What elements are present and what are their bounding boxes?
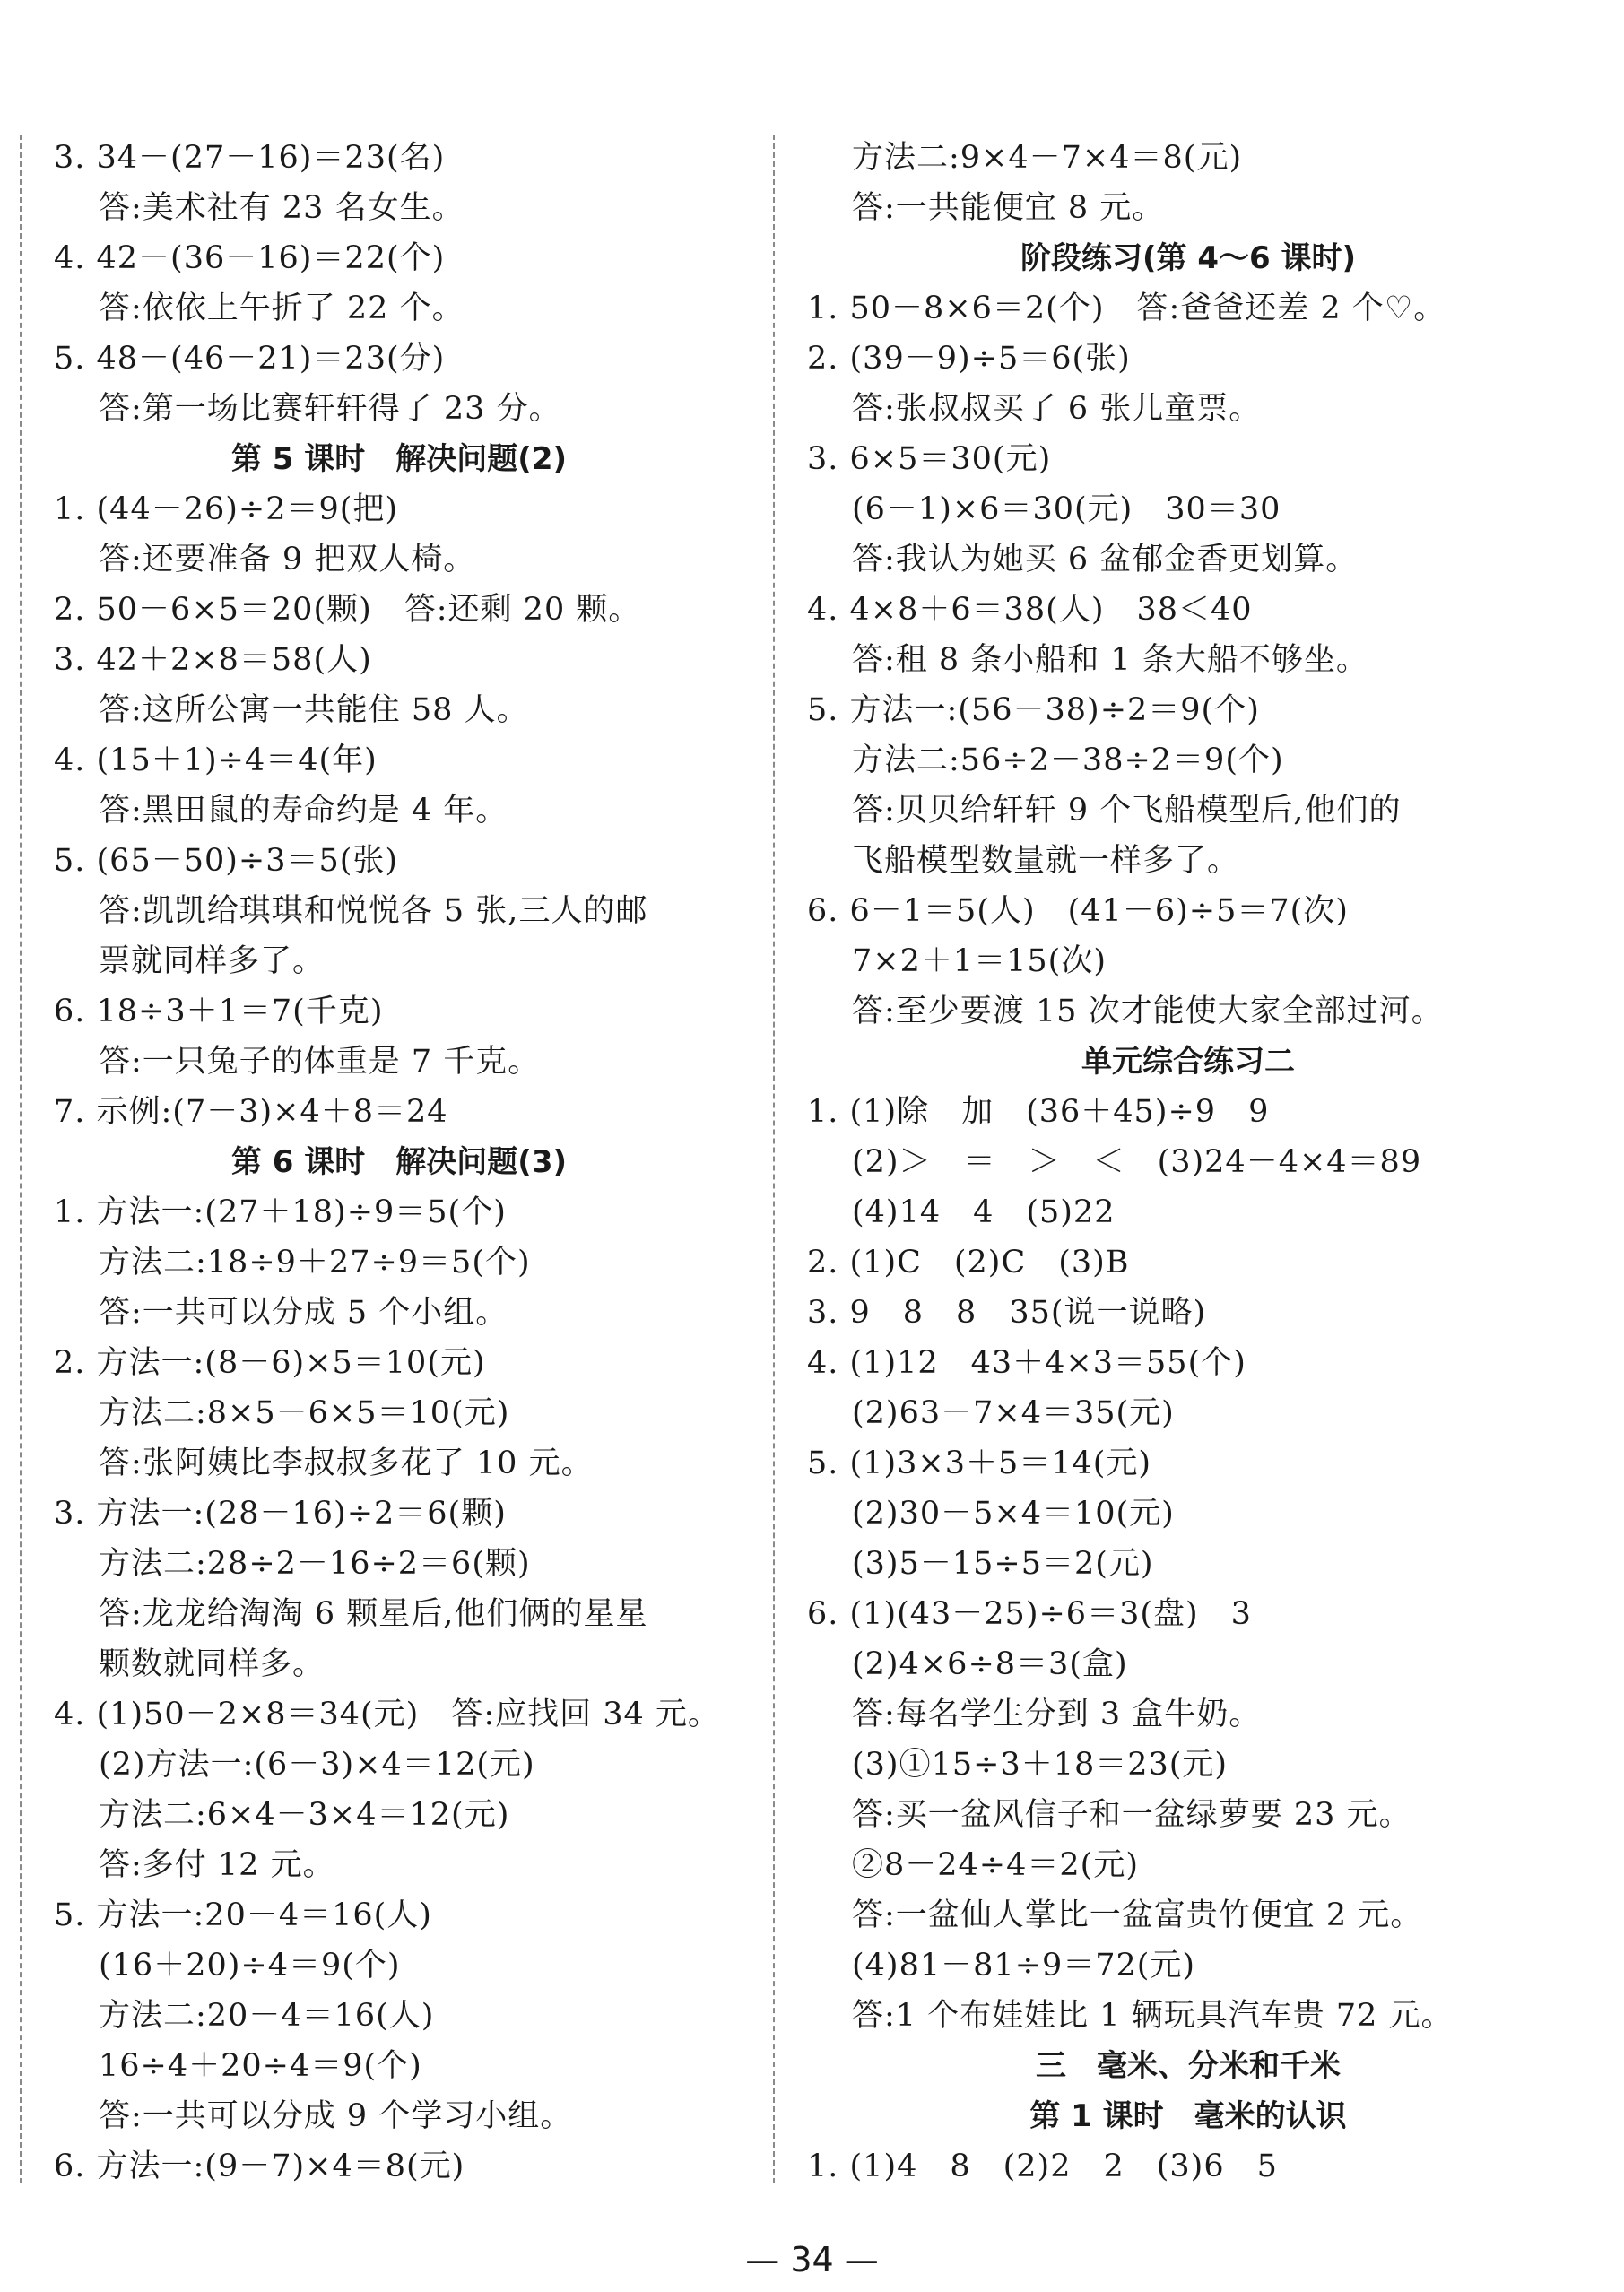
answer-line (54, 1087, 744, 1137)
answer-line (807, 1991, 1569, 2041)
answer-text: 答:一只兔子的体重是 7 千克。 (99, 1044, 541, 1080)
answer-line (54, 1438, 744, 1489)
answer-line (807, 1940, 1569, 1991)
answer-line (54, 836, 744, 886)
answer-line (807, 1137, 1569, 1187)
answer-line (54, 886, 744, 936)
answer-line (54, 484, 744, 534)
answer-line (807, 283, 1569, 334)
answer-text: 答:第一场比赛轩轩得了 23 分。 (99, 391, 561, 427)
answer-line (807, 836, 1569, 886)
answer-text: 答:多付 12 元。 (99, 1847, 335, 1883)
answer-text: (3)①15÷3＋18＝23(元) (852, 1747, 1229, 1783)
answer-line (54, 233, 744, 283)
answer-line (807, 986, 1569, 1037)
answer-text: 方法二:6×4－3×4＝12(元) (99, 1797, 510, 1833)
answer-text: (4)14 4 (5)22 (852, 1194, 1116, 1230)
answer-text: 票就同样多了。 (99, 943, 326, 979)
answer-text: 1. 50－8×6＝2(个) 答:爸爸还差 2 个 (807, 291, 1385, 326)
answer-line (54, 1388, 744, 1438)
answer-text: 答:1 个布娃娃比 1 辆玩具汽车贵 72 元。 (852, 1998, 1454, 2034)
answer-text: (6－1)×6＝30(元) 30＝30 (852, 491, 1281, 527)
answer-text: 2. (39－9)÷5＝6(张) (807, 341, 1131, 377)
answer-line (807, 735, 1569, 786)
answer-line (807, 1187, 1569, 1237)
answer-text: 方法二:28÷2－16÷2＝6(颗) (99, 1546, 531, 1582)
section-heading (54, 1137, 744, 1187)
answer-text: 三 毫米、分米和千米 (1036, 2048, 1341, 2084)
answer-line (54, 1790, 744, 1840)
answer-text: 1. (44－26)÷2＝9(把) (54, 491, 399, 527)
answer-line (54, 334, 744, 384)
answer-line (54, 1639, 744, 1689)
answer-line (807, 1237, 1569, 1288)
answer-column-right (807, 133, 1569, 2192)
answer-line (807, 685, 1569, 735)
answer-text: (2)4×6÷8＝3(盒) (852, 1646, 1128, 1682)
answer-text: 方法二:56÷2－38÷2＝9(个) (852, 742, 1284, 778)
answer-line (54, 1037, 744, 1087)
answer-text: 答:至少要渡 15 次才能使大家全部过河。 (852, 994, 1444, 1029)
answer-text: 答:凯凯给琪琪和悦悦各 5 张,三人的邮 (99, 893, 648, 929)
answer-line (807, 2141, 1569, 2192)
answer-line (54, 986, 744, 1037)
answer-line (54, 1890, 744, 1940)
answer-text: 方法二:20－4＝16(人) (99, 1998, 435, 2034)
answer-line (54, 1237, 744, 1288)
answer-line (807, 1639, 1569, 1689)
answer-line (54, 1288, 744, 1338)
column-divider-middle (773, 135, 775, 2183)
answer-text: 方法二:18÷9＋27÷9＝5(个) (99, 1245, 531, 1281)
heart-icon: ♡ (1384, 291, 1414, 326)
answer-line (54, 1840, 744, 1890)
answer-line (54, 1539, 744, 1589)
answer-line (807, 1438, 1569, 1489)
answer-line (54, 735, 744, 786)
answer-line (807, 936, 1569, 986)
answer-text: 6. 18÷3＋1＝7(千克) (54, 994, 384, 1029)
answer-line (54, 1489, 744, 1539)
answer-text: 2. 方法一:(8－6)×5＝10(元) (54, 1345, 486, 1381)
answer-line (54, 1940, 744, 1991)
answer-text: 答:这所公寓一共能住 58 人。 (99, 692, 529, 728)
answer-text: 第 1 课时 毫米的认识 (1029, 2098, 1347, 2134)
answer-line (54, 585, 744, 635)
answer-text: 答:贝贝给轩轩 9 个飞船模型后,他们的 (852, 793, 1402, 829)
answer-text: 16÷4＋20÷4＝9(个) (99, 2048, 422, 2084)
answer-text: 答:一共可以分成 5 个小组。 (99, 1295, 508, 1331)
answer-text: 答:依依上午折了 22 个。 (99, 291, 465, 326)
answer-text: ②8－24÷4＝2(元) (852, 1847, 1139, 1883)
answer-line (54, 283, 744, 334)
answer-line (54, 685, 744, 735)
answer-text: 4. (15＋1)÷4＝4(年) (54, 742, 378, 778)
answer-text: 答:龙龙给淘淘 6 颗星后,他们俩的星星 (99, 1596, 648, 1632)
answer-text: 2. 50－6×5＝20(颗) 答:还剩 20 颗。 (54, 592, 641, 628)
answer-text: 5. 方法一:(56－38)÷2＝9(个) (807, 692, 1260, 728)
answer-line (807, 1087, 1569, 1137)
answer-line (807, 434, 1569, 484)
answer-line (54, 1991, 744, 2041)
answer-line (807, 334, 1569, 384)
answer-line (807, 534, 1569, 585)
answer-line (807, 183, 1569, 233)
answer-text: 阶段练习(第 4～6 课时) (1020, 240, 1357, 276)
answer-line (807, 1288, 1569, 1338)
answer-text: 6. 方法一:(9－7)×4＝8(元) (54, 2149, 465, 2184)
answer-text: 3. 方法一:(28－16)÷2＝6(颗) (54, 1496, 507, 1532)
answer-text: 6. 6－1＝5(人) (41－6)÷5＝7(次) (807, 893, 1349, 929)
answer-line (807, 1890, 1569, 1940)
answer-column-left (54, 133, 744, 2192)
answer-line (54, 384, 744, 434)
answer-text: 答:一共可以分成 9 个学习小组。 (99, 2098, 573, 2134)
answer-text: 答:每名学生分到 3 盒牛奶。 (852, 1697, 1262, 1732)
answer-text: 5. 48－(46－21)＝23(分) (54, 341, 446, 377)
answer-line (807, 786, 1569, 836)
answer-text: 第 6 课时 解决问题(3) (230, 1144, 568, 1180)
answer-line (807, 585, 1569, 635)
answer-line (54, 1187, 744, 1237)
answer-text: (2)＞ ＝ ＞ ＜ (3)24－4×4＝89 (852, 1144, 1422, 1180)
answer-line (54, 635, 744, 685)
answer-text: 答:一共能便宜 8 元。 (852, 190, 1165, 226)
answer-text: 3. 42＋2×8＝58(人) (54, 642, 372, 678)
answer-text: 方法二:8×5－6×5＝10(元) (99, 1395, 510, 1431)
section-heading (807, 2091, 1569, 2141)
answer-text: 单元综合练习二 (1081, 1044, 1295, 1080)
answer-text: (2)63－7×4＝35(元) (852, 1395, 1175, 1431)
answer-text: (16＋20)÷4＝9(个) (99, 1948, 401, 1984)
column-divider-left (20, 135, 22, 2183)
answer-line (54, 1338, 744, 1388)
answer-text: 3. 9 8 8 35(说一说略) (807, 1295, 1207, 1331)
answer-line (54, 936, 744, 986)
answer-line (807, 1840, 1569, 1890)
answer-text: (2)方法一:(6－3)×4＝12(元) (99, 1747, 535, 1783)
answer-text: 飞船模型数量就一样多了。 (852, 843, 1240, 879)
answer-line (807, 1689, 1569, 1740)
answer-text: 1. (1)除 加 (36＋45)÷9 9 (807, 1094, 1270, 1130)
answer-line (807, 384, 1569, 434)
answer-text: 答:黑田鼠的寿命约是 4 年。 (99, 793, 508, 829)
answer-text: 5. (65－50)÷3＝5(张) (54, 843, 399, 879)
page-number: — 34 — (745, 2240, 879, 2279)
answer-text: 答:一盆仙人掌比一盆富贵竹便宜 2 元。 (852, 1897, 1423, 1933)
answer-line (807, 1740, 1569, 1790)
answer-text: (2)30－5×4＝10(元) (852, 1496, 1175, 1532)
section-heading (807, 1037, 1569, 1087)
answer-line (54, 183, 744, 233)
answer-line (807, 1489, 1569, 1539)
answer-line (54, 786, 744, 836)
answer-text: 3. 6×5＝30(元) (807, 441, 1052, 477)
answer-text: 7. 示例:(7－3)×4＋8＝24 (54, 1094, 448, 1130)
answer-text: 1. (1)4 8 (2)2 2 (3)6 5 (807, 2149, 1278, 2184)
answer-line (54, 2141, 744, 2192)
answer-line (54, 2041, 744, 2091)
answer-line (807, 1388, 1569, 1438)
answer-text: 方法二:9×4－7×4＝8(元) (852, 140, 1243, 176)
answer-text: 答:张阿姨比李叔叔多花了 10 元。 (99, 1446, 594, 1481)
answer-text: 答:租 8 条小船和 1 条大船不够坐。 (852, 642, 1368, 678)
answer-line (807, 1790, 1569, 1840)
answer-line (54, 2091, 744, 2141)
answer-line (54, 1589, 744, 1639)
answer-line (807, 133, 1569, 183)
answer-text: 2. (1)C (2)C (3)B (807, 1245, 1130, 1281)
answer-text: 答:还要准备 9 把双人椅。 (99, 542, 476, 577)
answer-text: 6. (1)(43－25)÷6＝3(盘) 3 (807, 1596, 1252, 1632)
answer-text: 7×2＋1＝15(次) (852, 943, 1107, 979)
answer-text: 4. 42－(36－16)＝22(个) (54, 240, 446, 276)
answer-line (54, 1740, 744, 1790)
answer-line (54, 534, 744, 585)
section-heading (54, 434, 744, 484)
answer-text: (3)5－15÷5＝2(元) (852, 1546, 1154, 1582)
answer-text: 答:美术社有 23 名女生。 (99, 190, 465, 226)
answer-line (807, 1338, 1569, 1388)
answer-text: 3. 34－(27－16)＝23(名) (54, 140, 446, 176)
answer-text: 1. 方法一:(27＋18)÷9＝5(个) (54, 1194, 507, 1230)
answer-text: 5. (1)3×3＋5＝14(元) (807, 1446, 1152, 1481)
answer-text: 4. 4×8＋6＝38(人) 38＜40 (807, 592, 1253, 628)
answer-text: 颗数就同样多。 (99, 1646, 326, 1682)
answer-text: (4)81－81÷9＝72(元) (852, 1948, 1196, 1984)
answer-text: 5. 方法一:20－4＝16(人) (54, 1897, 432, 1933)
section-heading (807, 2041, 1569, 2091)
answer-line (807, 635, 1569, 685)
answer-text: 答:张叔叔买了 6 张儿童票。 (852, 391, 1262, 427)
answer-text: 答:我认为她买 6 盆郁金香更划算。 (852, 542, 1359, 577)
answer-text-suffix: 。 (1413, 291, 1446, 326)
answer-text: 答:买一盆风信子和一盆绿萝要 23 元。 (852, 1797, 1411, 1833)
answer-line (807, 484, 1569, 534)
answer-text: 第 5 课时 解决问题(2) (230, 441, 568, 477)
answer-line (54, 133, 744, 183)
section-heading (807, 233, 1569, 283)
answer-text: 4. (1)12 43＋4×3＝55(个) (807, 1345, 1246, 1381)
answer-line (807, 886, 1569, 936)
answer-text: 4. (1)50－2×8＝34(元) 答:应找回 34 元。 (54, 1697, 720, 1732)
answer-line (54, 1689, 744, 1740)
answer-line (807, 1539, 1569, 1589)
answer-line (807, 1589, 1569, 1639)
